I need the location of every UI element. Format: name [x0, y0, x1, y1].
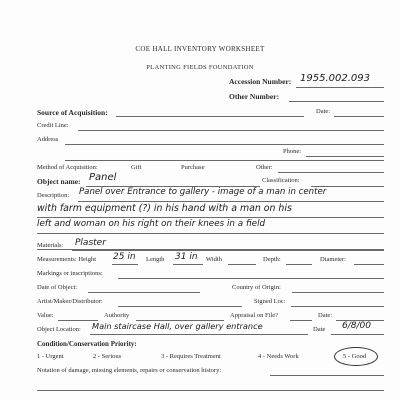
- notation-label: Notation of damage, missing elements, repairs or conservation history:: [37, 367, 222, 374]
- other-number-label: Other Number:: [229, 92, 280, 101]
- worksheet-title: COE HALL INVENTORY WORKSHEET: [135, 45, 265, 53]
- accession-number-line: [296, 87, 384, 88]
- diameter-label: Diameter:: [320, 256, 346, 263]
- condition-option-5[interactable]: 5 - Good: [343, 353, 367, 360]
- date-of-object-label: Date of Object:: [37, 284, 78, 291]
- notation-line-2: [37, 390, 384, 391]
- description-text-1[interactable]: Panel over Entrance to gallery - image of a man in center: [79, 187, 327, 197]
- source-line: [116, 116, 304, 117]
- location-value[interactable]: Main staircase Hall, over gallery entrance: [92, 321, 263, 331]
- length-line: [173, 264, 203, 265]
- materials-line: [72, 250, 384, 251]
- source-date-label: Date:: [316, 108, 331, 115]
- credit-line-label: Credit Line:: [37, 122, 69, 129]
- condition-option-1[interactable]: 1 - Urgent: [37, 353, 64, 360]
- method-label: Method of Acquisition:: [37, 164, 98, 171]
- signed-loc-label: Signed Loc:: [254, 298, 286, 305]
- location-label: Object Location:: [37, 326, 81, 333]
- source-label: Source of Acquisition:: [37, 108, 108, 117]
- object-name-label: Object name:: [37, 177, 81, 186]
- height-line: [112, 264, 138, 265]
- description-text-2[interactable]: with farm equipment (?) in his hand with a man on his: [37, 203, 292, 214]
- location-date-label: Date: [313, 326, 326, 333]
- description-label: Description:: [37, 192, 70, 199]
- other-number-line: [289, 101, 384, 102]
- classification-label: Classification:: [262, 177, 300, 184]
- width-label: Width: [206, 256, 222, 263]
- artist-line: [118, 306, 242, 307]
- country-line: [292, 292, 384, 293]
- height-value[interactable]: 25 in: [113, 252, 136, 262]
- country-label: Country of Origin:: [232, 284, 281, 291]
- materials-label: Materials:: [37, 242, 64, 249]
- location-date-line: [331, 334, 384, 335]
- description-text-3[interactable]: left and woman on his right on their knees in a field: [37, 219, 266, 229]
- length-value[interactable]: 31 in: [175, 252, 198, 262]
- phone-label: Phone:: [283, 148, 302, 155]
- phone-line: [306, 156, 384, 157]
- condition-option-2[interactable]: 2 - Serious: [93, 353, 122, 360]
- authority-label: Authority: [104, 312, 130, 319]
- location-date-value[interactable]: 6/8/00: [342, 321, 371, 331]
- markings-line: [118, 278, 384, 279]
- accession-number-label: Accession Number:: [229, 77, 292, 86]
- date-of-object-line: [88, 292, 200, 293]
- appraisal-line: [290, 320, 312, 321]
- markings-label: Markings or inscriptions:: [37, 270, 103, 277]
- method-other-line: [278, 172, 384, 173]
- description-line-3: [37, 233, 384, 234]
- description-line-2: [37, 217, 384, 218]
- condition-option-4[interactable]: 4 - Needs Work: [258, 353, 299, 360]
- appraisal-date-label: Date:: [318, 312, 333, 319]
- notation-line: [270, 375, 384, 376]
- method-other-label: Other:: [256, 164, 273, 171]
- measurements-label: Measurements: Height: [37, 256, 97, 263]
- address-line-2: [65, 160, 384, 161]
- value-label: Value:: [37, 312, 54, 319]
- depth-label: Depth:: [263, 256, 281, 263]
- condition-title: Condition/Conservation Priority:: [37, 340, 137, 348]
- method-purchase: Purchase: [181, 164, 205, 171]
- location-line: [90, 334, 308, 335]
- materials-value[interactable]: Plaster: [75, 238, 106, 248]
- accession-number-value[interactable]: 1955.002.093: [300, 73, 370, 84]
- condition-option-3[interactable]: 3 - Requires Treatment: [161, 353, 221, 360]
- signed-loc-line: [291, 306, 384, 307]
- source-date-line: [334, 116, 384, 117]
- credit-line-line: [78, 130, 384, 131]
- address-line: [65, 144, 384, 145]
- worksheet-subtitle: PLANTING FIELDS FOUNDATION: [146, 64, 254, 71]
- description-line-1: [78, 201, 384, 202]
- object-name-value[interactable]: Panel: [89, 172, 117, 183]
- diameter-line: [354, 264, 384, 265]
- address-label: Address: [37, 136, 59, 143]
- selected-condition-circle: [334, 347, 378, 366]
- appraisal-label: Appraisal on File?: [230, 312, 279, 319]
- depth-line: [286, 264, 312, 265]
- artist-label: Artist/Maker/Distributor:: [37, 298, 103, 305]
- length-label: Length: [146, 256, 165, 263]
- method-gift: Gift: [131, 164, 142, 171]
- width-line: [228, 264, 256, 265]
